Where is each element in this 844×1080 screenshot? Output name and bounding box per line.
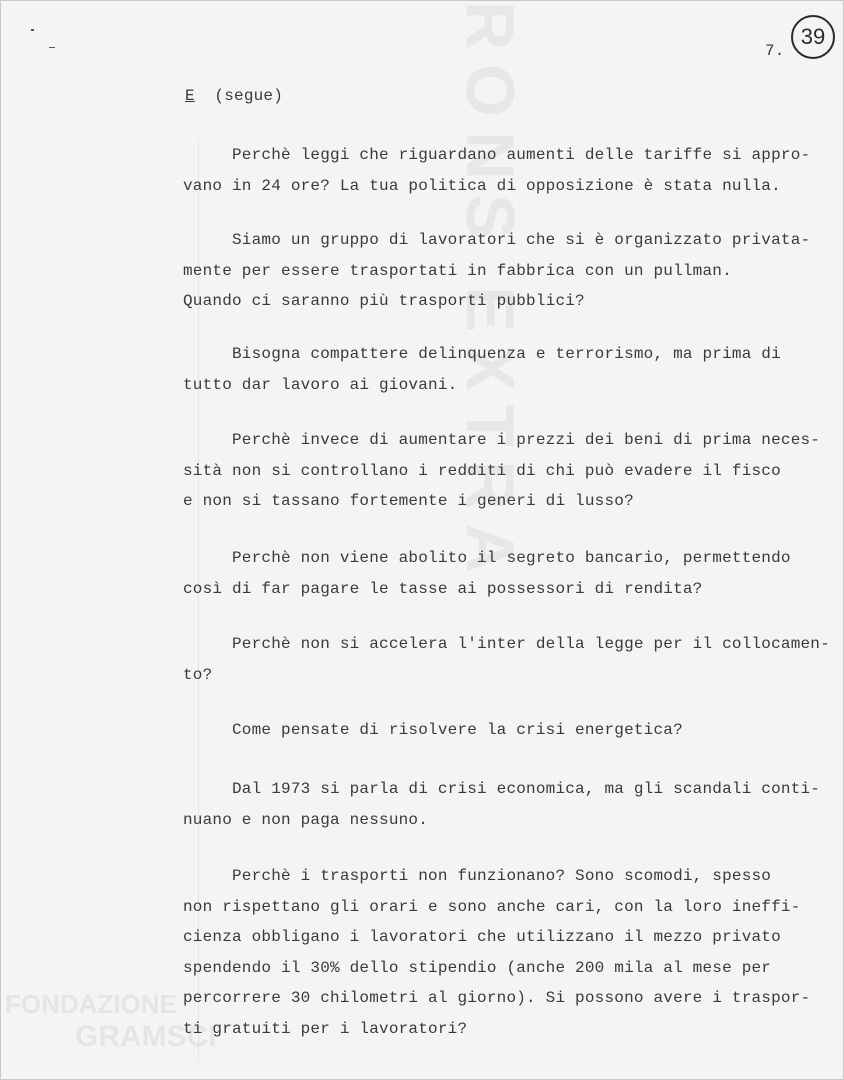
page-number: 7. — [765, 42, 785, 60]
text-line: ti gratuiti per i lavoratori? — [183, 1019, 468, 1038]
text-line: Perchè non viene abolito il segreto bancario, permettendo — [183, 549, 791, 567]
text-line: Perchè i trasporti non funzionano? Sono scomodi, spesso — [183, 867, 772, 885]
archive-number-circled: 39 — [791, 15, 835, 59]
text-line: Perchè invece di aumentare i prezzi dei beni di prima neces- — [183, 431, 821, 449]
text-line: Come pensate di risolvere la crisi energetica? — [183, 721, 683, 739]
text-line: to? — [183, 665, 213, 684]
text-line: Perchè non si accelera l'inter della legge per il collocamen- — [183, 635, 830, 653]
text-line: Bisogna compattere delinquenza e terrorismo, ma prima di — [183, 345, 781, 363]
text-line: nuano e non paga nessuno. — [183, 810, 429, 829]
text-line: mente per essere trasportati in fabbrica con un pullman. — [183, 261, 732, 280]
text-line: Quando ci saranno più trasporti pubblici? — [183, 292, 585, 310]
logo-line-1: FONDAZIONE — [5, 989, 177, 1019]
text-line: Dal 1973 si parla di crisi economica, ma gli scandali conti- — [183, 780, 821, 798]
text-line: sità non si controllano i redditi di chi può evadere il fisco — [183, 461, 781, 480]
text-line: Perchè leggi che riguardano aumenti delle tariffe si appro- — [183, 146, 811, 164]
text-line: tutto dar lavoro ai giovani. — [183, 375, 458, 394]
scan-speck — [31, 29, 34, 31]
text-line: percorrere 30 chilometri al giorno). Si possono avere i traspor- — [183, 989, 811, 1007]
logo-line-2: GRAMSCI — [75, 1020, 217, 1053]
text-line: Siamo un gruppo di lavoratori che si è organizzato privata- — [183, 231, 811, 249]
text-line: vano in 24 ore? La tua politica di opposizione è stata nulla. — [183, 176, 781, 195]
text-line: cienza obbligano i lavoratori che utilizzano il mezzo privato — [183, 928, 781, 946]
scan-speck — [49, 47, 55, 48]
section-letter: E — [185, 87, 195, 105]
text-line: non rispettano gli orari e sono anche cari, con la loro ineffi- — [183, 897, 801, 916]
text-line: e non si tassano fortemente i generi di lusso? — [183, 492, 634, 510]
section-heading — [185, 87, 283, 105]
archive-watermark: RONS EXTRA — [452, 1, 528, 587]
section-note: (segue) — [214, 87, 284, 105]
text-line: spendendo il 30% dello stipendio (anche 200 mila al mese per — [183, 958, 772, 977]
text-line: così di far pagare le tasse ai possessori di rendita? — [183, 579, 703, 598]
